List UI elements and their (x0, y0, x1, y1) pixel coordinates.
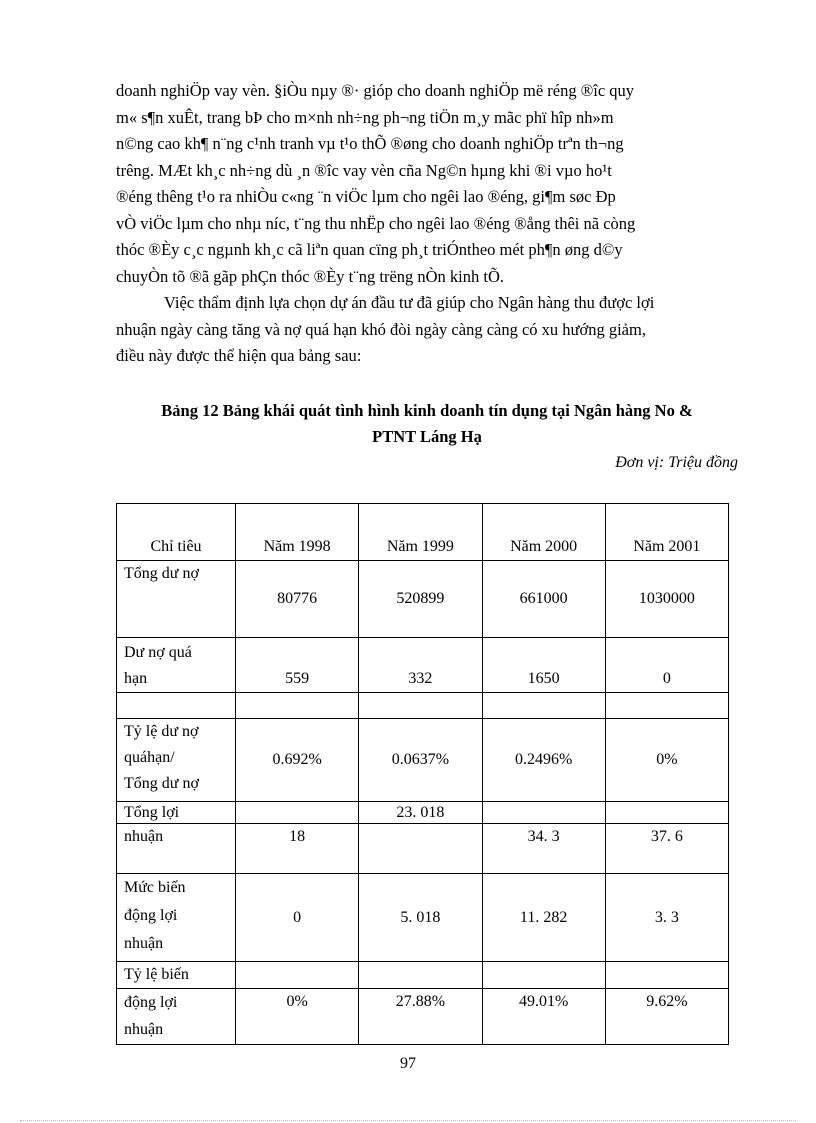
row-label-line: động lợi (124, 994, 178, 1011)
table-cell: 27.88% (359, 989, 482, 1045)
row-label: Tỷ lệ biến (117, 962, 236, 989)
row-label-line: động lợi (124, 907, 178, 924)
table-cell (605, 802, 728, 824)
row-label-line: Tỷ lệ dư nợ (124, 723, 199, 740)
table-cell (482, 693, 605, 719)
caption-line-1: Bảng 12 Bảng khái quát tình hình kinh doanh tín dụng tại Ngân hàng No & (161, 401, 693, 420)
row-label: nhuận (117, 824, 236, 874)
row-label: Tổng lợi (117, 802, 236, 824)
row-label (117, 719, 236, 802)
table-row (117, 962, 729, 989)
table-cell: 34. 3 (482, 824, 605, 874)
header-cell: Chỉ tiêu (117, 504, 236, 561)
paragraph-line: Việc thẩm định lựa chọn dự án đầu tư đã giúp cho Ngân hàng thu được lợi (164, 293, 655, 312)
table-cell: 0 (236, 874, 359, 962)
table-header-row (117, 504, 729, 561)
table-cell: 0.0637% (359, 719, 482, 802)
table-row (117, 802, 729, 824)
row-label-line: nhuận (124, 935, 164, 952)
table-cell: 520899 (359, 561, 482, 638)
table-row (117, 989, 729, 1045)
paragraph-line: trêng. MÆt kh¸c nh÷ng dù ¸n ®îc vay vèn cña Ng©n hµng khi ®i vµo ho¹t (116, 160, 612, 180)
table-cell: 0.2496% (482, 719, 605, 802)
row-label: Tổng dư nợ (117, 561, 236, 638)
row-label-line: quáhạn/ (124, 749, 175, 766)
paragraph-line: chuyÒn tõ ®ã gãp phÇn thóc ®Èy t¨ng trëng nÒn kinh tÕ. (116, 266, 505, 286)
header-cell: Năm 2000 (482, 504, 605, 561)
paragraph-line: doanh nghiÖp vay vèn. §iÒu nµy ®· gióp cho doanh nghiÖp më réng ®îc quy (116, 81, 635, 100)
credit-summary-table (116, 503, 729, 1045)
table-cell: 559 (236, 638, 359, 693)
page-number: 97 (400, 1055, 416, 1072)
paragraph-line: vÒ viÖc lµm cho nhµ níc, t¨ng thu nhËp cho ngêi lao ®éng ®ång thêi nã còng (116, 213, 636, 233)
paragraph-1 (116, 78, 738, 290)
table-row (117, 824, 729, 874)
table-cell (482, 802, 605, 824)
paragraph-line: n©ng cao kh¶ n¨ng c¹nh tranh vµ t¹o thÕ ®øng cho doanh nghiÖp trªn th¬ng (116, 134, 624, 153)
table-cell: 5. 018 (359, 874, 482, 962)
row-label (117, 638, 236, 693)
table-cell: 37. 6 (605, 824, 728, 874)
table-cell (236, 693, 359, 719)
table-cell: 0 (605, 638, 728, 693)
table-cell: 1030000 (605, 561, 728, 638)
table-cell (117, 693, 236, 719)
table-cell: 49.01% (482, 989, 605, 1045)
unit-label: Đơn vị: Triệu đồng (615, 454, 738, 471)
table-cell: 11. 282 (482, 874, 605, 962)
table-row (117, 719, 729, 802)
table-cell: 23. 018 (359, 802, 482, 824)
table-caption (116, 398, 738, 450)
table-cell (236, 802, 359, 824)
table-row (117, 638, 729, 693)
table-cell (236, 962, 359, 989)
row-label-line: nhuận (124, 1021, 164, 1038)
table-cell: 18 (236, 824, 359, 874)
table-cell: 332 (359, 638, 482, 693)
header-cell: Năm 2001 (605, 504, 728, 561)
paragraph-line: m« s¶n xuÊt, trang bÞ cho m×nh nh÷ng ph¬ng tiÖn m¸y mãc phï hîp nh»m (116, 107, 614, 127)
table-cell (359, 693, 482, 719)
header-cell: Năm 1998 (236, 504, 359, 561)
table-cell: 661000 (482, 561, 605, 638)
footer-divider (20, 1120, 796, 1121)
table-row (117, 561, 729, 638)
header-cell: Năm 1999 (359, 504, 482, 561)
table-cell: 1650 (482, 638, 605, 693)
table-cell: 0% (605, 719, 728, 802)
row-label-line: Tổng dư nợ (124, 775, 199, 792)
paragraph-line: ®éng thêng t¹o ra nhiÒu c«ng ¨n viÖc lµm cho ngêi lao ®éng, gi¶m søc Ðp (116, 187, 616, 206)
row-label-line: hạn (124, 670, 148, 687)
paragraph-2 (116, 290, 738, 370)
row-label-line: Mức biến (124, 879, 186, 896)
row-label (117, 989, 236, 1045)
paragraph-line: điều này được thể hiện qua bảng sau: (116, 346, 362, 365)
row-label-line: Dư nợ quá (124, 644, 192, 661)
table-row (117, 874, 729, 962)
table-cell (359, 824, 482, 874)
table-row-empty (117, 693, 729, 719)
table-cell (359, 962, 482, 989)
paragraph-line: thóc ®Èy c¸c ngµnh kh¸c cã liªn quan cïng ph¸t triÓntheo mét ph¶n øng d©y (116, 240, 623, 259)
caption-line-2: PTNT Láng Hạ (372, 427, 482, 446)
table-cell: 0% (236, 989, 359, 1045)
row-label (117, 874, 236, 962)
table-cell: 3. 3 (605, 874, 728, 962)
table-cell: 80776 (236, 561, 359, 638)
table-cell (482, 962, 605, 989)
table-cell (605, 962, 728, 989)
table-cell: 0.692% (236, 719, 359, 802)
paragraph-line: nhuận ngày càng tăng và nợ quá hạn khó đòi ngày càng càng có xu hướng giảm, (116, 319, 646, 339)
table-cell: 9.62% (605, 989, 728, 1045)
table-cell (605, 693, 728, 719)
